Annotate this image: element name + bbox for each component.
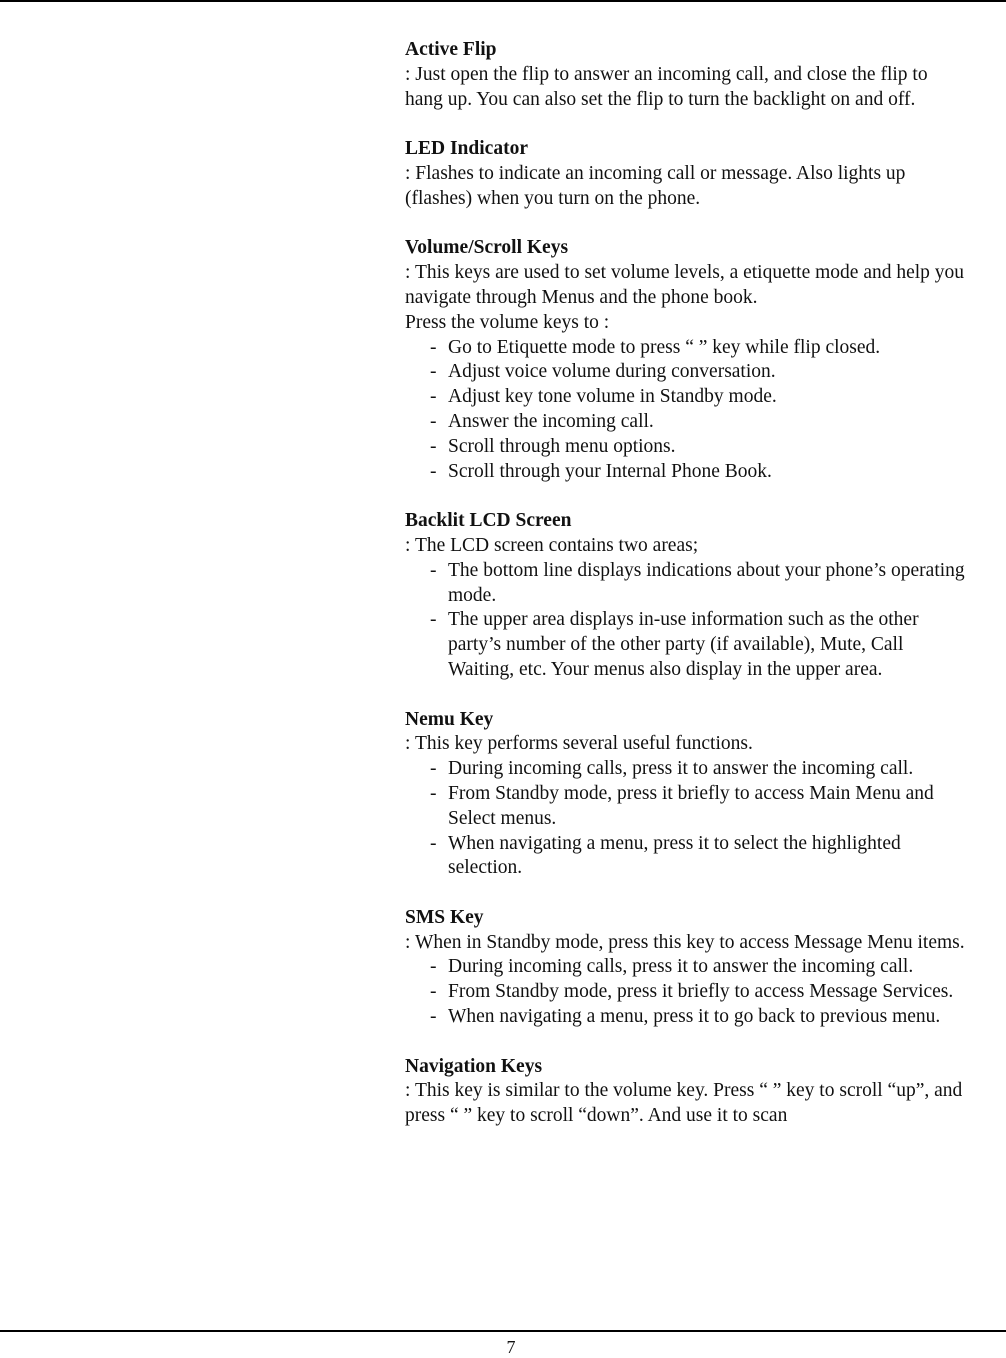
bullet-dash: - — [430, 460, 437, 482]
list-item-text: Scroll through menu options. — [448, 435, 676, 457]
bullet-dash: - — [430, 435, 437, 457]
section-heading: Nemu Key — [405, 708, 494, 730]
list-item — [405, 980, 965, 1005]
list-item — [405, 832, 965, 882]
bullet-dash: - — [430, 758, 437, 780]
section-heading: Navigation Keys — [405, 1055, 543, 1077]
list-item — [405, 460, 965, 485]
list-item — [405, 410, 965, 435]
section-paragraph: : When in Standby mode, press this key to access Message Menu items. — [405, 931, 965, 953]
list-item — [405, 385, 965, 410]
section-heading: SMS Key — [405, 906, 484, 928]
list-item-text: Answer the incoming call. — [448, 410, 654, 432]
section — [405, 137, 965, 211]
section — [405, 1055, 965, 1129]
list-item-text: Scroll through your Internal Phone Book. — [448, 460, 772, 482]
list-item-text: When navigating a menu, press it to select the highlighted selection. — [448, 832, 901, 879]
section-paragraph: : This key performs several useful functions. — [405, 733, 753, 755]
section-heading: Active Flip — [405, 39, 497, 60]
list-item — [405, 360, 965, 385]
section-paragraph: Press the volume keys to : — [405, 311, 610, 333]
section — [405, 38, 965, 112]
list-item-text: From Standby mode, press it briefly to access Main Menu and Select menus. — [448, 782, 934, 829]
list-item-text: From Standby mode, press it briefly to access Message Services. — [448, 981, 954, 1003]
list-item-text: When navigating a menu, press it to go back to previous menu. — [448, 1006, 941, 1028]
bullet-dash: - — [430, 410, 437, 432]
bullet-dash: - — [430, 559, 437, 581]
list-item — [405, 336, 965, 361]
list-item — [405, 608, 965, 682]
bullet-list — [405, 559, 965, 683]
list-item — [405, 435, 965, 460]
section-paragraph: : The LCD screen contains two areas; — [405, 534, 699, 556]
section-heading: Backlit LCD Screen — [405, 510, 572, 532]
bullet-list — [405, 757, 965, 881]
bullet-dash: - — [430, 386, 437, 408]
list-item — [405, 955, 965, 980]
bullet-dash: - — [430, 361, 437, 383]
bullet-dash: - — [430, 981, 437, 1003]
manual-page-content — [405, 38, 965, 1129]
bullet-dash: - — [430, 832, 437, 854]
bullet-list — [405, 336, 965, 485]
list-item-text: During incoming calls, press it to answer the incoming call. — [448, 956, 914, 978]
footer-rule — [0, 1330, 1006, 1332]
section-paragraph: : Just open the flip to answer an incoming call, and close the flip to hang up. You can also set the flip to turn the backlight on and off. — [405, 63, 928, 110]
list-item-text: Adjust voice volume during conversation. — [448, 361, 776, 383]
section — [405, 509, 965, 683]
list-item — [405, 1005, 965, 1030]
bullet-dash: - — [430, 336, 437, 358]
section-heading: Volume/Scroll Keys — [405, 237, 569, 259]
section-paragraph: : Flashes to indicate an incoming call or message. Also lights up (flashes) when you turn on the phone. — [405, 162, 906, 209]
section-heading: LED Indicator — [405, 138, 528, 160]
bullet-dash: - — [430, 1006, 437, 1028]
list-item — [405, 559, 965, 609]
bullet-list — [405, 955, 965, 1029]
list-item-text: The upper area displays in-use information such as the other party’s number of the other party (if available), Mute, Call Waiting, etc. Your menus also display in the upper area. — [448, 609, 919, 680]
section — [405, 906, 965, 1030]
list-item-text: The bottom line displays indications about your phone’s operating mode. — [448, 559, 965, 606]
top-rule — [0, 0, 1006, 2]
list-item-text: During incoming calls, press it to answer the incoming call. — [448, 758, 914, 780]
bullet-dash: - — [430, 956, 437, 978]
list-item-text: Go to Etiquette mode to press “ ” key while flip closed. — [448, 336, 881, 358]
bullet-dash: - — [430, 609, 437, 631]
section — [405, 708, 965, 882]
page-number: 7 — [506, 1337, 516, 1357]
list-item-text: Adjust key tone volume in Standby mode. — [448, 386, 777, 408]
bullet-dash: - — [430, 782, 437, 804]
section — [405, 236, 965, 484]
list-item — [405, 782, 965, 832]
section-paragraph: : This key is similar to the volume key. Press “ ” key to scroll “up”, and press “ ” key to scroll “down”. And use it to scan — [405, 1080, 963, 1127]
list-item — [405, 757, 965, 782]
section-paragraph: : This keys are used to set volume levels, a etiquette mode and help you navigate through Menus and the phone book. — [405, 262, 965, 308]
